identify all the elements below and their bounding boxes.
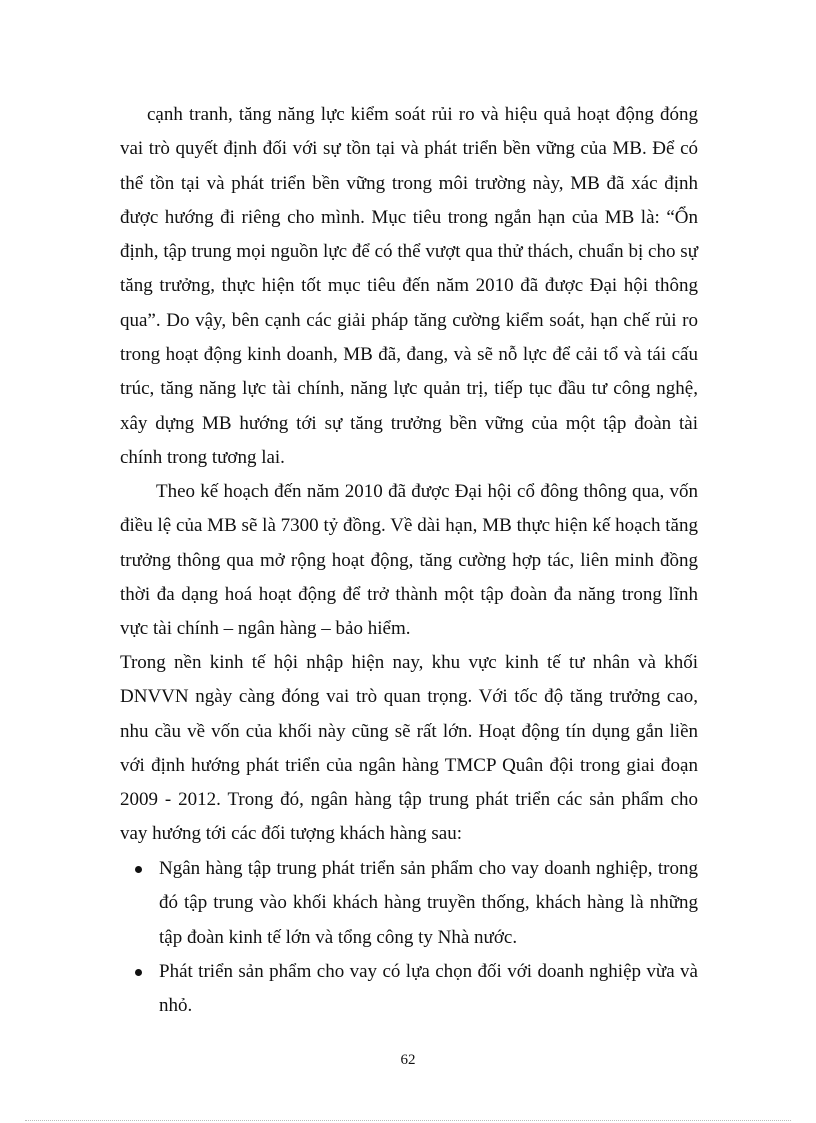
page-number: 62 bbox=[400, 1052, 416, 1068]
bullet-list bbox=[120, 852, 698, 1023]
bullet-icon bbox=[135, 866, 142, 873]
paragraph-mb-strategy: cạnh tranh, tăng năng lực kiểm soát rủi ro và hiệu quả hoạt động đóng vai trò quyết định đối với sự tồn tại và phát triển bền vững của MB. Để có thể tồn tại và phát triển bền vững trong môi trường này, MB đã xác định được hướng đi riêng cho mình. Mục tiêu trong ngắn hạn của MB là: “Ổn định, tập trung mọi nguồn lực để có thể vượt qua thử thách, chuẩn bị cho sự tăng trưởng, thực hiện tốt mục tiêu đến năm 2010 đã được Đại hội thông qua”. Do vậy, bên cạnh các giải pháp tăng cường kiểm soát, hạn chế rủi ro trong hoạt động kinh doanh, MB đã, đang, và sẽ nỗ lực để cải tổ và tái cấu trúc, tăng năng lực tài chính, năng lực quản trị, tiếp tục đầu tư công nghệ, xây dựng MB hướng tới sự tăng trưởng bền vững của một tập đoàn tài chính trong tương lai. bbox=[120, 104, 698, 468]
paragraph-credit-orientation: Trong nền kinh tế hội nhập hiện nay, khu vực kinh tế tư nhân và khối DNVVN ngày càng đóng vai trò quan trọng. Với tốc độ tăng trưởng cao, nhu cầu về vốn của khối này cũng sẽ rất lớn. Hoạt động tín dụng gắn liền với định hướng phát triển của ngân hàng TMCP Quân đội trong giai đoạn 2009 - 2012. Trong đó, ngân hàng tập trung phát triển các sản phẩm cho vay hướng tới các đối tượng khách hàng sau: bbox=[120, 652, 698, 845]
list-item bbox=[120, 852, 698, 955]
paragraph-capital-plan: Theo kế hoạch đến năm 2010 đã được Đại hội cổ đông thông qua, vốn điều lệ của MB sẽ là 7300 tỷ đồng. Về dài hạn, MB thực hiện kế hoạch tăng trưởng thông qua mở rộng hoạt động, tăng cường hợp tác, liên minh đồng thời đa dạng hoá hoạt động để trở thành một tập đoàn đa năng trong lĩnh vực tài chính – ngân hàng – bảo hiểm. bbox=[120, 481, 698, 640]
bullet-text: Ngân hàng tập trung phát triển sản phẩm cho vay doanh nghiệp, trong đó tập trung vào khối khách hàng truyền thống, khách hàng là những tập đoàn kinh tế lớn và tổng công ty Nhà nước. bbox=[159, 858, 698, 948]
list-item bbox=[120, 955, 698, 1024]
bullet-icon bbox=[135, 969, 142, 976]
footer-divider bbox=[25, 1120, 791, 1121]
bullet-text: Phát triển sản phẩm cho vay có lựa chọn đối với doanh nghiệp vừa và nhỏ. bbox=[159, 960, 698, 1017]
